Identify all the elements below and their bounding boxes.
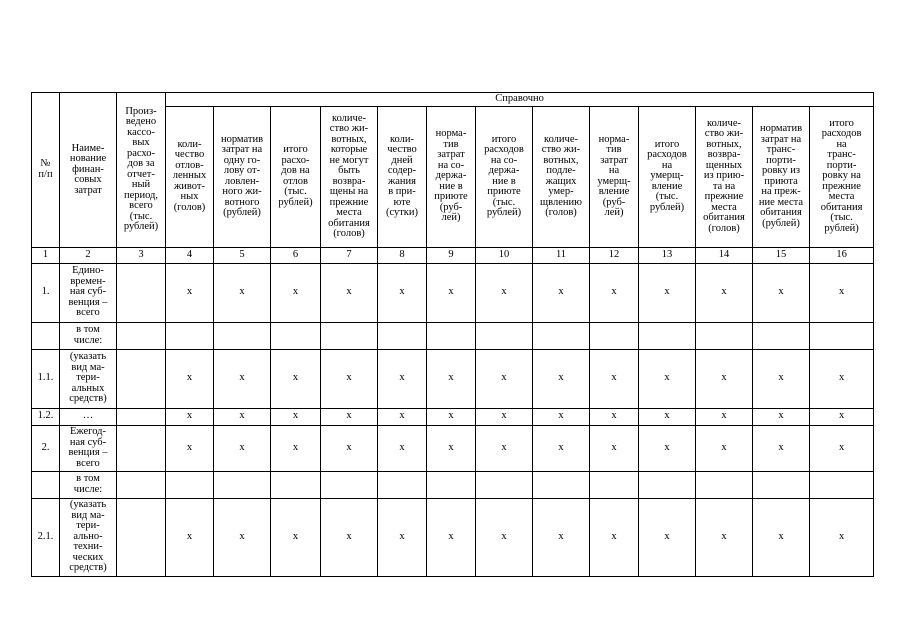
row-mark-cell [214,322,271,349]
row-mark-cell [166,322,214,349]
column-number: 4 [166,247,214,263]
row-mark-cell: х [476,425,533,471]
header-subcol: норма- тив затрат на со- держа- ние в приюте (руб- лей) [427,106,476,247]
row-mark-cell [639,471,696,498]
row-mark-cell: х [476,263,533,322]
row-mark-cell: х [427,425,476,471]
row-label: в том числе: [60,322,117,349]
column-number: 12 [590,247,639,263]
header-subcol: количе- ство жи- вотных, которые не могут быть возвра- щены на прежние места обитания (голов) [321,106,378,247]
row-mark-cell: х [696,498,753,576]
row-mark-cell [533,322,590,349]
row-mark-cell: х [476,349,533,408]
row-mark-cell [590,471,639,498]
row-mark-cell [696,471,753,498]
row-label: Едино- времен- ная суб- венция – всего [60,263,117,322]
row-mark-cell: х [696,408,753,425]
row-mark-cell [427,322,476,349]
header-group-reference: Справочно [166,93,874,107]
column-number: 5 [214,247,271,263]
row-mark-cell: х [533,349,590,408]
row-mark-cell: х [378,263,427,322]
row-expenses-cell [117,425,166,471]
row-mark-cell: х [271,349,321,408]
row-mark-cell [476,471,533,498]
table-row [32,322,874,349]
row-mark-cell: х [321,498,378,576]
column-number: 9 [427,247,476,263]
row-expenses-cell [117,471,166,498]
row-number: 1.2. [32,408,60,425]
row-mark-cell: х [166,349,214,408]
row-label: Ежегод- ная суб- венция – всего [60,425,117,471]
column-number: 1 [32,247,60,263]
row-mark-cell [321,471,378,498]
column-number: 8 [378,247,427,263]
row-mark-cell: х [590,408,639,425]
table-row [32,263,874,322]
row-mark-cell: х [214,408,271,425]
row-number: 2. [32,425,60,471]
column-number: 2 [60,247,117,263]
table-row [32,408,874,425]
row-mark-cell: х [696,425,753,471]
table-row [32,498,874,576]
row-mark-cell [753,471,810,498]
column-number: 14 [696,247,753,263]
column-number: 11 [533,247,590,263]
row-number: 1.1. [32,349,60,408]
row-mark-cell: х [753,349,810,408]
row-mark-cell: х [321,408,378,425]
row-mark-cell: х [427,498,476,576]
column-number: 16 [810,247,874,263]
header-subcol: норматив затрат на одну го- лову от- ловлен- ного жи- вотного (рублей) [214,106,271,247]
row-mark-cell: х [533,408,590,425]
row-mark-cell: х [271,408,321,425]
row-mark-cell: х [533,263,590,322]
column-number: 6 [271,247,321,263]
row-mark-cell: х [639,349,696,408]
row-expenses-cell [117,349,166,408]
row-mark-cell: х [166,498,214,576]
row-expenses-cell [117,263,166,322]
row-label: (указать вид ма- тери- альных средств) [60,349,117,408]
row-mark-cell: х [271,498,321,576]
row-mark-cell: х [214,263,271,322]
header-subcol: норма- тив затрат на умерщ- вление (руб- лей) [590,106,639,247]
row-expenses-cell [117,322,166,349]
row-mark-cell: х [753,408,810,425]
row-mark-cell: х [696,349,753,408]
row-mark-cell [214,471,271,498]
row-mark-cell: х [639,498,696,576]
row-mark-cell: х [533,498,590,576]
table-row [32,471,874,498]
row-mark-cell: х [810,263,874,322]
header-subcol: итого расхо- дов на отлов (тыс. рублей) [271,106,321,247]
row-mark-cell [753,322,810,349]
row-mark-cell: х [321,349,378,408]
column-number: 7 [321,247,378,263]
row-mark-cell [271,322,321,349]
row-mark-cell [476,322,533,349]
header-col-name: Наиме- нование финан- совых затрат [60,93,117,248]
row-mark-cell: х [753,263,810,322]
column-numbers-row [32,247,874,263]
row-mark-cell [321,322,378,349]
row-mark-cell: х [214,425,271,471]
row-mark-cell: х [321,425,378,471]
row-mark-cell: х [321,263,378,322]
table-row [32,349,874,408]
row-mark-cell [166,471,214,498]
row-mark-cell: х [378,349,427,408]
row-mark-cell: х [810,349,874,408]
row-mark-cell [378,471,427,498]
header-subcol: итого расходов на со- держа- ние в приюте (тыс. рублей) [476,106,533,247]
row-mark-cell: х [590,425,639,471]
row-expenses-cell [117,498,166,576]
row-mark-cell: х [810,425,874,471]
row-mark-cell: х [427,408,476,425]
row-mark-cell: х [476,498,533,576]
header-col-expenses: Произ- ведено кассо- вых расхо- дов за отчет- ный период, всего (тыс. рублей) [117,93,166,248]
row-mark-cell: х [533,425,590,471]
row-label: в том числе: [60,471,117,498]
header-subcol: итого расходов на умерщ- вление (тыс. рублей) [639,106,696,247]
row-mark-cell [590,322,639,349]
row-mark-cell: х [753,498,810,576]
column-number: 15 [753,247,810,263]
header-row [32,93,874,107]
header-subcol: норматив затрат на транс- порти- ровку из приюта на преж- ние места обитания (рублей) [753,106,810,247]
row-mark-cell [639,322,696,349]
row-mark-cell [427,471,476,498]
row-mark-cell: х [214,498,271,576]
row-mark-cell: х [696,263,753,322]
row-mark-cell: х [476,408,533,425]
row-mark-cell [696,322,753,349]
column-number: 3 [117,247,166,263]
row-mark-cell: х [753,425,810,471]
row-number: 1. [32,263,60,322]
row-mark-cell: х [378,498,427,576]
row-number [32,322,60,349]
row-mark-cell: х [166,408,214,425]
row-mark-cell [810,471,874,498]
row-mark-cell: х [214,349,271,408]
row-mark-cell: х [166,263,214,322]
row-mark-cell [378,322,427,349]
row-expenses-cell [117,408,166,425]
row-mark-cell: х [427,263,476,322]
row-mark-cell: х [590,349,639,408]
row-mark-cell: х [271,263,321,322]
header-subcol: количе- ство жи- вотных, возвра- щенных из прию- та на прежние места обитания (голов) [696,106,753,247]
row-number: 2.1. [32,498,60,576]
column-number: 10 [476,247,533,263]
row-mark-cell: х [590,498,639,576]
column-number: 13 [639,247,696,263]
header-col-number: № п/п [32,93,60,248]
row-mark-cell [271,471,321,498]
row-mark-cell: х [378,425,427,471]
row-mark-cell: х [639,408,696,425]
header-subcol: коли- чество дней содер- жания в при- юте (сутки) [378,106,427,247]
row-mark-cell: х [810,498,874,576]
header-subcol: итого расходов на транс- порти- ровку на прежние места обитания (тыс. рублей) [810,106,874,247]
table-row [32,425,874,471]
row-mark-cell: х [427,349,476,408]
row-mark-cell: х [639,263,696,322]
row-mark-cell: х [166,425,214,471]
financial-table [31,92,874,577]
row-mark-cell: х [271,425,321,471]
row-mark-cell [810,322,874,349]
row-label: … [60,408,117,425]
row-mark-cell: х [810,408,874,425]
row-label: (указать вид ма- тери- ально- техни- ческих средств) [60,498,117,576]
row-mark-cell: х [639,425,696,471]
header-subcol: количе- ство жи- вотных, подле- жащих умер- щвлению (голов) [533,106,590,247]
row-mark-cell: х [378,408,427,425]
row-mark-cell [533,471,590,498]
row-number [32,471,60,498]
header-subcol: коли- чество отлов- ленных живот- ных (голов) [166,106,214,247]
row-mark-cell: х [590,263,639,322]
